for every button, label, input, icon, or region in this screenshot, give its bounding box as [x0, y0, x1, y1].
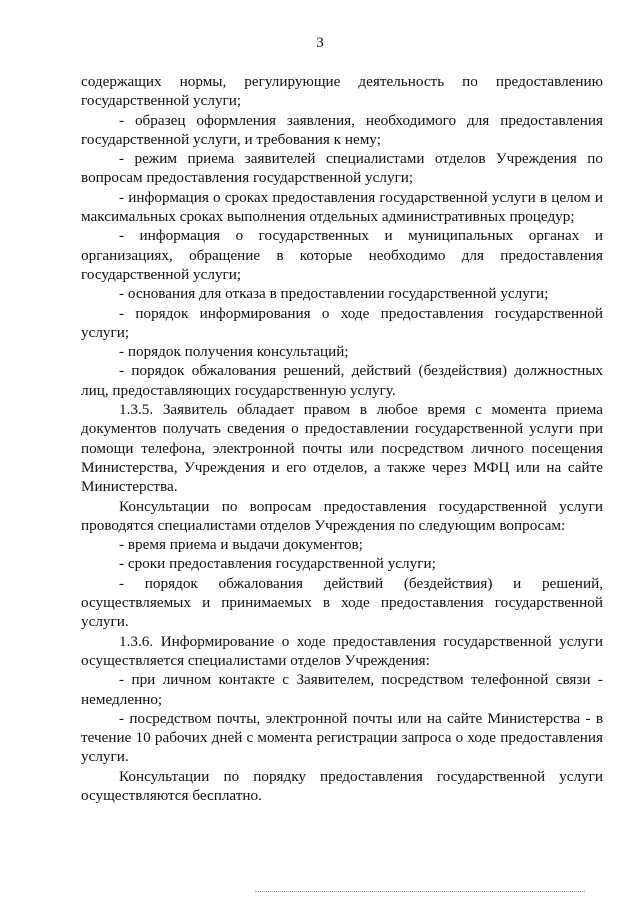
list-item-service-terms: - сроки предоставления государственной услуги;: [119, 555, 436, 573]
list-item-appeal-procedure: - порядок обжалования решений, действий (бездействия) должностных лиц, предоставляющих государственную услугу.: [81, 362, 603, 399]
list-item-government-bodies: - информация о государственных и муниципальных органах и организациях, обращение в которые необходимо для предоставления государственной услуги;: [81, 227, 603, 283]
list-item-consultations: - порядок получения консультаций;: [119, 343, 349, 361]
paragraph-free-consultations: Консультации по порядку предоставления государственной услуги осуществляются бесплатно.: [81, 767, 603, 804]
paragraph-consultation-topics: Консультации по вопросам предоставления государственной услуги проводятся специалистами отделов Учреждения по следующим вопросам:: [81, 497, 603, 534]
list-item-mail-response: - посредством почты, электронной почты или на сайте Министерства - в течение 10 рабочих дней с момента регистрации запроса о ходе предоставления услуги.: [81, 709, 603, 766]
page-number: 3: [316, 35, 324, 51]
list-item-document-hours: - время приема и выдачи документов;: [119, 536, 363, 554]
clause-1-3-6: 1.3.6. Информирование о ходе предоставления государственной услуги осуществляется специалистами отделов Учреждения:: [81, 632, 603, 669]
document-body: [81, 72, 603, 805]
list-item-reception-schedule: - режим приема заявителей специалистами отделов Учреждения по вопросам предоставления государственной услуги;: [81, 150, 603, 187]
list-item-appeal-actions: - порядок обжалования действий (бездействия) и решений, осуществляемых и принимаемых в ходе предоставления государственной услуги.: [81, 574, 603, 631]
scan-edge-artifact: [255, 891, 585, 894]
list-item-personal-contact: - при личном контакте с Заявителем, посредством телефонной связи - немедленно;: [81, 671, 603, 708]
clause-1-3-5: 1.3.5. Заявитель обладает правом в любое время с момента приема документов получать сведения о предоставлении государственной услуги при помощи телефона, электронной почты или посредством личного посещения Министерства, Учреждения и его отделов, а также через МФЦ или на сайте Министерства.: [81, 401, 603, 496]
list-item-service-deadlines: - информация о сроках предоставления государственной услуги в целом и максимальных сроках выполнения отдельных административных процедур;: [81, 188, 603, 226]
list-item-application-sample: - образец оформления заявления, необходимого для предоставления государственной услуги, и требования к нему;: [81, 111, 603, 148]
list-item-refusal-grounds: - основания для отказа в предоставлении государственной услуги;: [119, 285, 549, 303]
list-item-progress-information: - порядок информирования о ходе предоставления государственной услуги;: [81, 304, 603, 341]
paragraph-continuation: содержащих нормы, регулирующие деятельность по предоставлению государственной услуги;: [81, 73, 603, 110]
